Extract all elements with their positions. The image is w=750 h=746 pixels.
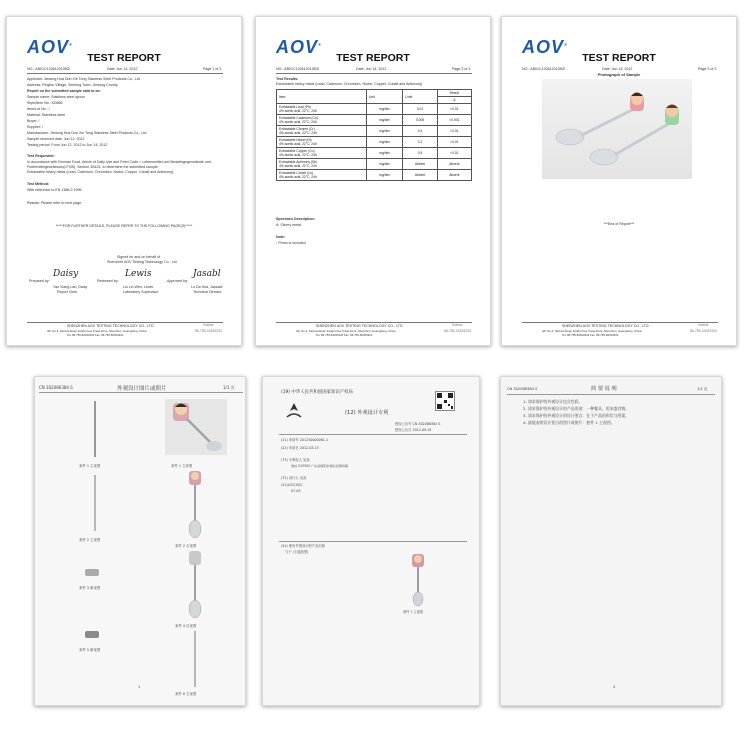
signature-lewis: Lewis (125, 269, 152, 279)
view-figure (185, 629, 205, 691)
manufacturer: Manufacturer: Jiedong Hua Dun Xin Tong Stainless Steel Products Co., Ltd (27, 131, 147, 135)
signed-company: Shenzhen AOV Testing Technology Co., Ltd (107, 260, 177, 264)
cell-limit: Absent (403, 159, 437, 170)
footer-company: SHENZHEN AOV TESTING TECHNOLOGY CO., LTD (316, 324, 403, 328)
page-indicator: 1/1 页 (223, 385, 235, 390)
cell-unit: mg/dm² (367, 170, 403, 181)
patent-description-page (500, 376, 722, 706)
product-name: 勺子 (卡通造型) (285, 550, 309, 554)
item-condition: 4% acetic acid, 22°C, 24h (279, 175, 317, 179)
item-no: Item/Lot No.: / (27, 107, 50, 111)
report-date: Date: Jun 14, 2012 (602, 67, 633, 71)
signer-name: Liu Lin Wen, Lewis (123, 285, 154, 289)
buyer: Buyer: / (27, 119, 40, 123)
photo-heading: Photograph of Sample (597, 72, 641, 77)
view-figure (183, 549, 207, 621)
locarno-class: 07-03 (291, 489, 301, 493)
divider (279, 434, 467, 435)
end-of-report: ***End of Report*** (603, 222, 635, 226)
cell-limit: 0.005 (403, 115, 437, 126)
view-caption: 套件 1 立体图 (171, 464, 193, 468)
hotline-label: Hotline (452, 323, 463, 327)
item-name: Extractable Chrome (Cr) (279, 127, 315, 131)
cell-limit: 0.4 (403, 126, 437, 137)
item-condition: 4% acetic acid, 22°C, 24h (279, 120, 317, 124)
table-row (277, 148, 472, 159)
page-number: Page 1 of 3 (203, 67, 222, 71)
description-item: 1. 请求保护的外观设计包含色彩。 (523, 399, 583, 404)
cell-limit: Absent (403, 170, 437, 181)
applicant: Applicant: Jiedong Hua Dun Xin Tong Stainless Steel Products Co., Ltd (27, 77, 141, 81)
cell-result: <0.001 (437, 115, 471, 126)
item-name: Extractable Copper (Cu) (279, 149, 315, 153)
cell-limit: 0.5 (403, 148, 437, 159)
hotline-label: Hotline (203, 323, 214, 327)
specimen-label: Specimen Description: (276, 217, 315, 221)
view-caption: 套件 3 俯视图 (79, 586, 101, 590)
patent-number: CN 302086384 S (507, 387, 538, 391)
cell-item (277, 104, 367, 115)
signer-role: Laboratory Supervisor (123, 290, 159, 294)
patent-type: (12) 外观设计专利 (345, 410, 389, 416)
description-title: 简 要 说 明 (591, 386, 617, 392)
aov-logo: AOV® (27, 37, 73, 57)
description-item: 4. 最能表明设计要点的图片或照片：套件 1 主视图。 (523, 420, 615, 425)
patentee: (73) 专利权人 吴炎 (281, 458, 310, 462)
view-figure (85, 473, 105, 535)
results-subheading: Extractable heavy metal (Lead, Cadmium, Chromium, Nickel, Copper, Cobalt and Antimony) (276, 82, 423, 86)
test-requested-label: Test Requested: (27, 154, 55, 158)
view-caption: 套件 6 左视图 (175, 692, 197, 696)
col-result: Result (437, 90, 471, 97)
aov-logo: AOV® (276, 37, 322, 57)
hotline-number: 86-755-33333333 (195, 329, 222, 333)
signer-role: Report Clerk (57, 290, 78, 294)
report-page-1 (6, 16, 242, 346)
patent-office: (19) 中华人民共和国国家知识产权局 (281, 390, 353, 395)
divider (27, 73, 223, 74)
sample-name: Sample name: Stainless steel spoon (27, 95, 86, 99)
requested-line: In accordance with German Food, Article of Daily Use and Feed Code = Lebensmittel und Bedarfsgegenstände und (27, 160, 211, 164)
approved-by-label: Approved by: (167, 279, 189, 283)
view-caption: 套件 2 右视图 (175, 544, 197, 548)
application-date: (22) 申请日 2012.03.13 (281, 446, 319, 450)
reviewed-by-label: Reviewed by: (97, 279, 119, 283)
header-rule (507, 394, 715, 395)
supplier: Supplier: / (27, 125, 44, 129)
view-caption: 套件 1 主视图 (79, 464, 101, 468)
testing-period: Testing period: From Jun 12, 2012 to Jun 14, 2012 (27, 143, 108, 147)
cell-result: <0.01 (437, 148, 471, 159)
product-figure (407, 553, 429, 607)
designer: (72) 设计人 吴炎 (281, 476, 307, 480)
test-method-label: Test Method: (27, 182, 50, 186)
method-reference: With reference to EN 1388-2:1996 (27, 188, 82, 192)
table-row (277, 137, 472, 148)
col-a: A (437, 97, 471, 104)
sample-photo (542, 79, 692, 179)
footer-address: 4/F, No.3, Taohua Road, Futian Free Trade Zone, Shenzhen, Guangdong, China (47, 329, 147, 333)
footer-company: SHENZHEN AOV TESTING TECHNOLOGY CO., LTD (562, 324, 649, 328)
received-date: Sample received date: Jun 12, 2012 (27, 137, 85, 141)
page-number: Page 3 of 3 (698, 67, 717, 71)
divider (276, 73, 472, 74)
drawings-title: 外观设计图片或照片 (117, 386, 167, 392)
patent-number: CN 302086384 S (39, 385, 73, 390)
footer-tel: Tel: 86-755-83333333 Fax: 86-755-83333333 (67, 333, 124, 337)
cell-item (277, 159, 367, 170)
cell-unit: mg/dm² (367, 159, 403, 170)
specimen-desc: A: Silvery metal (276, 223, 301, 227)
note-label: Note: (276, 235, 286, 239)
publication-date: 授权公告日 2012.09.19 (395, 428, 432, 432)
signer-name: Yao Xiang Lan, Daisy (53, 285, 88, 289)
item-condition: 4% acetic acid, 22°C, 24h (279, 164, 317, 168)
view-figure (81, 627, 105, 643)
report-page-2 (255, 16, 491, 346)
address: Address: Pingtou Village, Xinheng Town, Jiedong County (27, 83, 118, 87)
application-number: (21) 申请号 201230000081.1 (281, 438, 329, 442)
page-number: Page 2 of 3 (452, 67, 471, 71)
item-condition: 4% acetic acid, 22°C, 24h (279, 153, 317, 157)
footer-tel: Tel: 86-755-83333333 Fax: 86-755-83333333 (316, 333, 373, 337)
page-number: 4 (613, 685, 616, 689)
requested-line: Futtermittelgesetzbuch(LFGB), Section 30&31, to determine the submitted sample: (27, 165, 159, 169)
header-rule (39, 392, 243, 393)
signed-for: Signed for and on behalf of (117, 255, 161, 259)
cell-item (277, 148, 367, 159)
item-name: Extractable Lead (Pb) (279, 105, 311, 109)
report-title: TEST REPORT (336, 52, 410, 64)
signer-role: Technical Director (193, 290, 222, 294)
item-condition: 4% acetic acid, 22°C, 24h (279, 109, 317, 113)
continued-note: *****FOR FURTHER DETAILS, PLEASE REFER TO THE FOLLOWING PAGE(S)***** (55, 224, 193, 228)
cell-result: <0.01 (437, 126, 471, 137)
report-page-3 (501, 16, 737, 346)
report-number: NO.: AB01C1206120128GI (522, 67, 566, 71)
table-row (277, 126, 472, 137)
footer-company: SHENZHEN AOV TESTING TECHNOLOGY CO., LTD (67, 324, 154, 328)
item-condition: 4% acetic acid, 22°C, 24h (279, 131, 317, 135)
perspective-photo (165, 399, 227, 455)
publication-number: 授权公告号 CN 302086384 S (395, 422, 441, 426)
cell-unit: mg/dm² (367, 148, 403, 159)
aov-logo: AOV® (522, 37, 568, 57)
prepared-by-label: Prepared by: (29, 279, 50, 283)
material: Material: Stainless steel (27, 113, 65, 117)
locarno-class-label: (51)LOC(9)Cl. (281, 483, 304, 487)
view-caption: 套件 5 俯视图 (79, 648, 101, 652)
view-caption: 套件 4 后视图 (175, 624, 197, 628)
results-heading: Test Results: (276, 77, 299, 81)
footer-tel: Tel: 86-755-83333333 Fax: 86-755-83333333 (562, 333, 619, 337)
table-header-row (277, 90, 472, 97)
report-number: NO.: AB01C1206120128GI (276, 67, 320, 71)
view-figure (183, 469, 207, 541)
cell-unit: mg/dm² (367, 126, 403, 137)
page-number: 1 (138, 685, 141, 689)
results-note: Results: Please refer to next page (27, 201, 82, 205)
cell-limit: 0.1 (403, 137, 437, 148)
cell-result: <0.01 (437, 104, 471, 115)
item-name: Extractable Nickel (Ni) (279, 138, 312, 142)
hotline-number: 86-755-33333333 (444, 329, 471, 333)
report-title: TEST REPORT (582, 52, 656, 64)
view-figure (85, 399, 105, 461)
sipo-emblem-icon (283, 401, 305, 421)
cell-unit: mg/dm² (367, 137, 403, 148)
cell-item (277, 170, 367, 181)
hotline-label: Hotline (698, 323, 709, 327)
report-date: Date: Jun 14, 2012 (107, 67, 138, 71)
item-name: Extractable Antimony (Sb) (279, 160, 318, 164)
cell-limit: 0.01 (403, 104, 437, 115)
cell-item (277, 137, 367, 148)
item-name: Extractable Cobalt (Co) (279, 171, 314, 175)
signature-daisy: Daisy (53, 269, 79, 279)
qr-code (435, 391, 455, 411)
cell-result: <0.01 (437, 137, 471, 148)
footer-divider (522, 322, 718, 323)
signer-name: Lu Da Hua, Jassabl (191, 285, 223, 289)
col-item: Item (277, 90, 367, 104)
cell-unit: mg/dm² (367, 104, 403, 115)
view-figure (81, 565, 105, 581)
table-row (277, 170, 472, 181)
footer-divider (276, 322, 472, 323)
col-unit: Unit (367, 90, 403, 104)
view-caption: 套件 1 主视图 (403, 610, 423, 614)
cell-result: Absent (437, 159, 471, 170)
table-row (277, 104, 472, 115)
note-text: - Photo is included (276, 241, 306, 245)
cell-unit: mg/dm² (367, 115, 403, 126)
divider (279, 541, 467, 542)
description-item: 2. 请求保护的外观设计的产品用途：一种餐具，用来盛食物。 (523, 406, 630, 411)
report-number: NO.: AB01C1206120128GI (27, 67, 71, 71)
hotline-number: 86-755-33333333 (690, 329, 717, 333)
col-limit: Limit (403, 90, 437, 104)
item-name: Extractable Cadmium (Cd) (279, 116, 318, 120)
requested-line: Extractable heavy metal (Lead, Cadmium, Chromium, Nickel, Copper, Cobalt and Antimony). (27, 170, 175, 174)
view-caption: 套件 2 主视图 (79, 538, 101, 542)
report-title: TEST REPORT (87, 52, 161, 64)
style-no: Style/Item No.: KD566 (27, 101, 63, 105)
patentee-address: 地址 515500 广东省揭阳市揭东县锡场镇 (291, 464, 349, 468)
cell-result: Absent (437, 170, 471, 181)
cell-item (277, 126, 367, 137)
report-date: Date: Jun 14, 2012 (356, 67, 387, 71)
patent-cover-page (262, 376, 480, 706)
footer-address: 4/F, No.3, Taohua Road, Futian Free Trade Zone, Shenzhen, Guangdong, China (542, 329, 642, 333)
submitted-note: Report on the submitted sample said to be: (27, 89, 101, 93)
footer-divider (27, 322, 223, 323)
patent-drawings-page (34, 376, 246, 706)
description-item: 3. 请求保护的外观设计的设计要点：在于产品的形状与图案。 (523, 413, 630, 418)
footer-address: 4/F, No.3, Taohua Road, Futian Free Trade Zone, Shenzhen, Guangdong, China (296, 329, 396, 333)
signature-jassabl: Jasabl (193, 269, 221, 279)
table-row (277, 159, 472, 170)
page-indicator: 1/1 页 (697, 387, 708, 391)
cell-item (277, 115, 367, 126)
table-row (277, 115, 472, 126)
results-table (276, 89, 472, 181)
item-condition: 4% acetic acid, 22°C, 24h (279, 142, 317, 146)
product-name-label: (54) 使用外观设计的产品名称 (281, 544, 326, 548)
